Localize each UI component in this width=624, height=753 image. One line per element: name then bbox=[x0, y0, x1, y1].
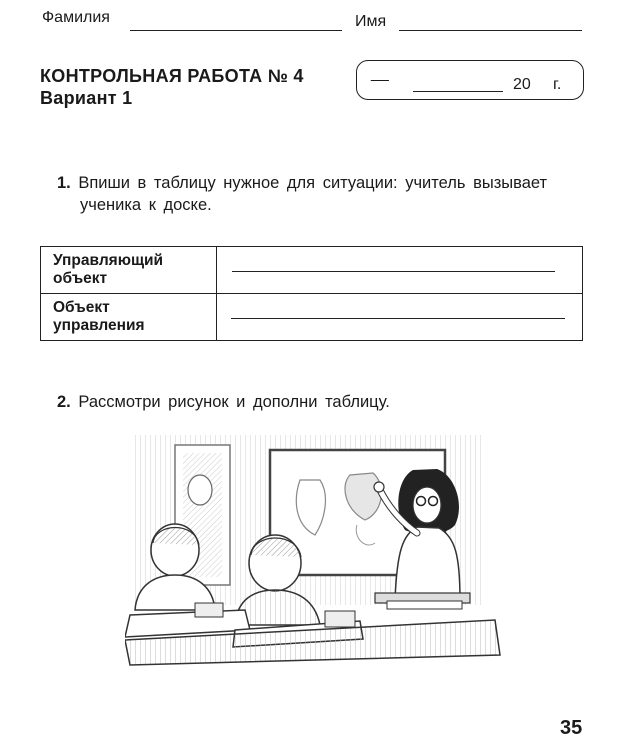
task-1-text-line2: ученика к доске. bbox=[80, 196, 212, 214]
row-head-controlled-object bbox=[41, 294, 217, 341]
date-year-prefix: 20 bbox=[513, 76, 531, 93]
date-year-suffix: г. bbox=[553, 76, 562, 93]
name-field-line[interactable] bbox=[399, 30, 582, 31]
date-day-blank[interactable]: __ bbox=[371, 65, 389, 82]
answer-line[interactable] bbox=[232, 271, 555, 272]
name-label: Имя bbox=[355, 13, 387, 30]
task-2 bbox=[57, 391, 390, 413]
row-head-line: Управляющий bbox=[53, 252, 164, 269]
answer-line[interactable] bbox=[231, 318, 565, 319]
page-number: 35 bbox=[560, 717, 583, 739]
task-1-number: 1. bbox=[57, 174, 71, 192]
row-head-controlling-object bbox=[41, 247, 217, 294]
answer-table bbox=[40, 246, 583, 341]
task-2-text: Рассмотри рисунок и дополни таблицу. bbox=[78, 393, 390, 411]
surname-field-line[interactable] bbox=[130, 30, 342, 31]
work-title: КОНТРОЛЬНАЯ РАБОТА № 4 bbox=[40, 66, 304, 86]
task-1-text-line1: Впиши в таблицу нужное для ситуации: учитель вызывает bbox=[78, 174, 548, 192]
date-box bbox=[356, 60, 584, 100]
row-head-line: объект bbox=[53, 270, 108, 287]
row-head-line: управления bbox=[53, 317, 145, 334]
task-2-number: 2. bbox=[57, 393, 71, 411]
table-row bbox=[41, 247, 583, 294]
variant-title: Вариант 1 bbox=[40, 88, 133, 108]
surname-label: Фамилия bbox=[42, 9, 110, 26]
date-month-line[interactable] bbox=[413, 91, 503, 92]
row-head-line: Объект bbox=[53, 299, 110, 316]
task-1 bbox=[57, 172, 597, 194]
table-row bbox=[41, 294, 583, 341]
answer-cell-controlling-object[interactable] bbox=[217, 247, 583, 294]
classroom-illustration bbox=[125, 425, 505, 670]
answer-cell-controlled-object[interactable] bbox=[217, 294, 583, 341]
